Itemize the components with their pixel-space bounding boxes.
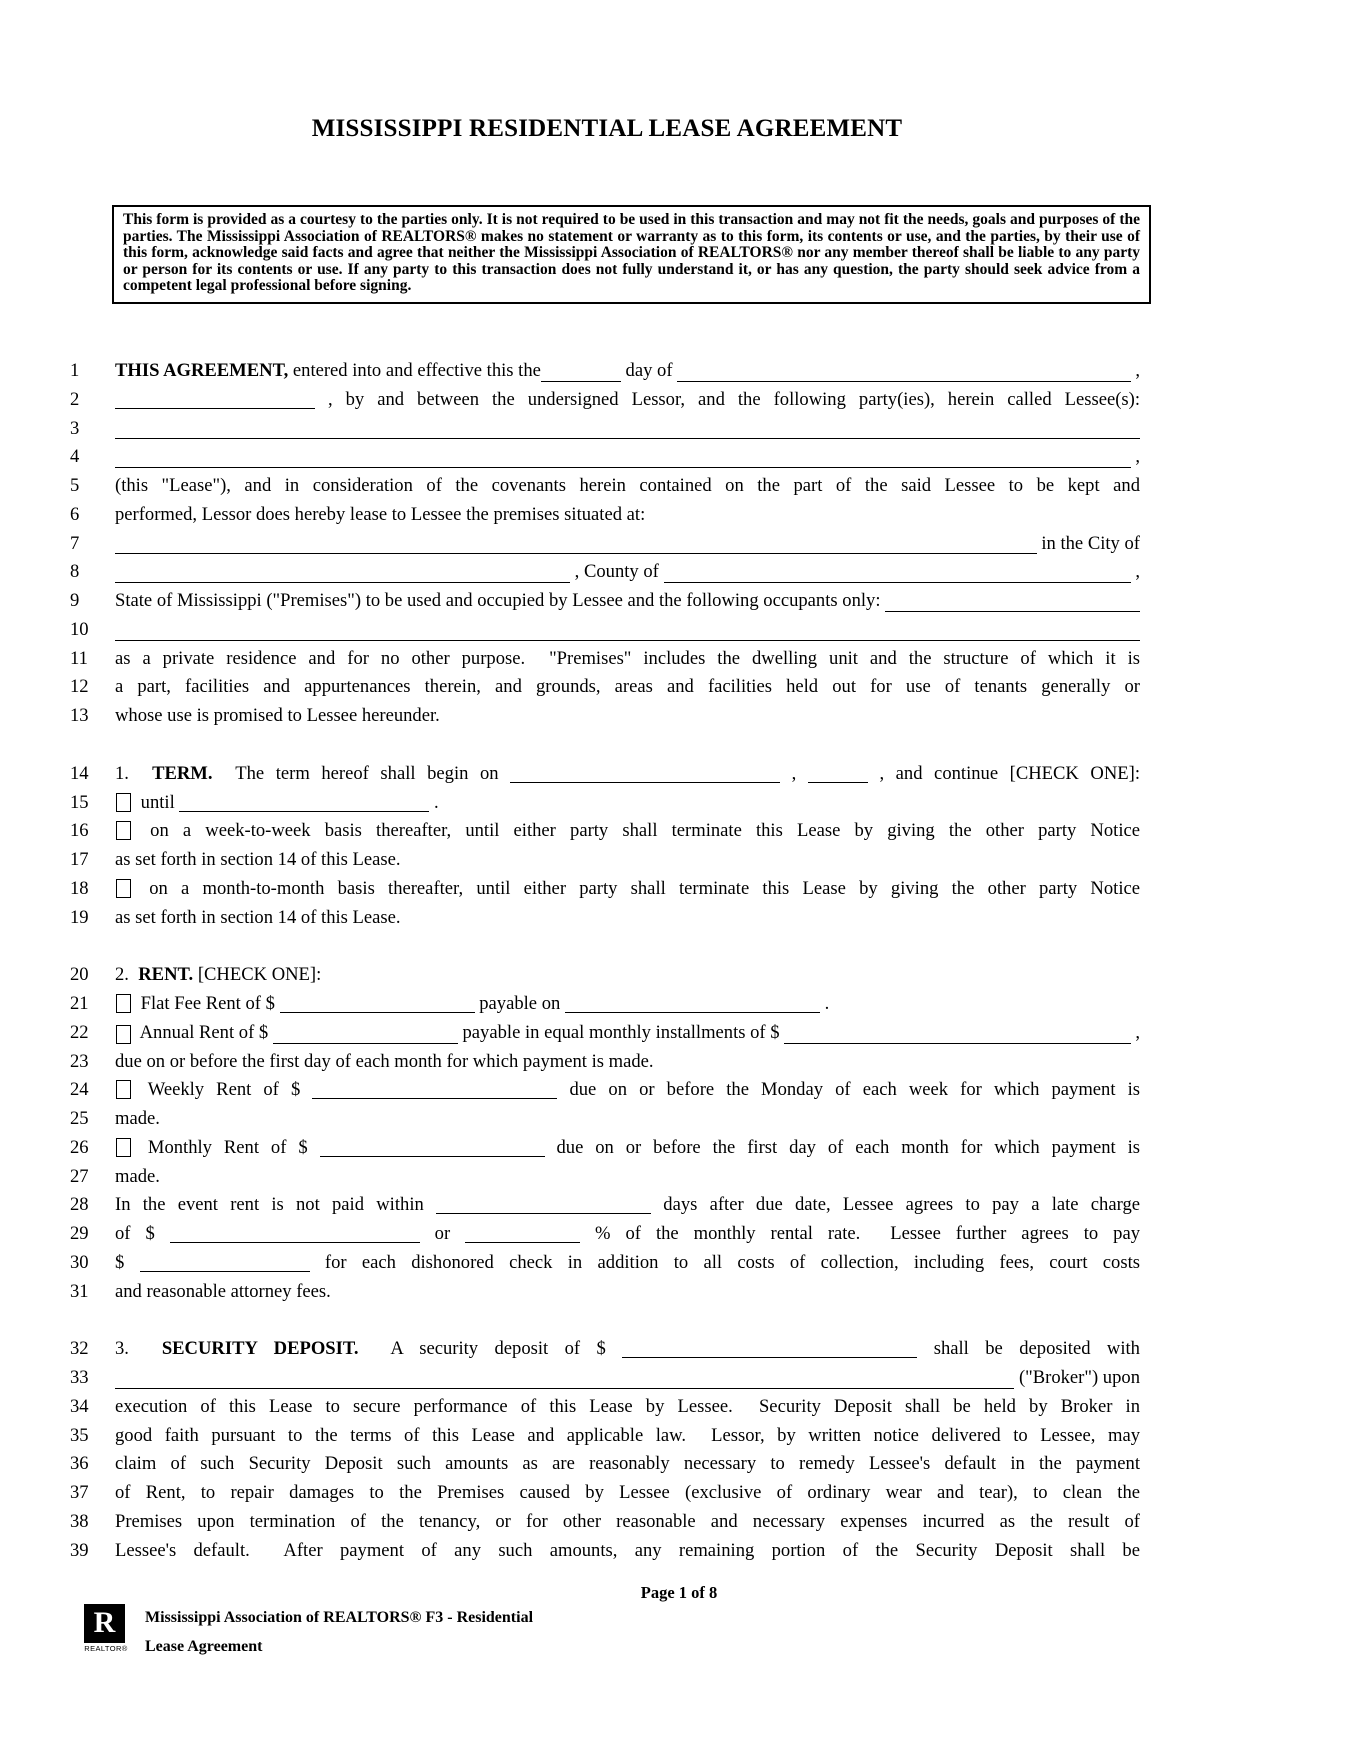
form-line-3	[70, 415, 1140, 444]
line-text: State of Mississippi ("Premises") to be used and occupied by Lessee and the following occupants only:	[115, 590, 886, 611]
fill-in-blank[interactable]	[140, 1255, 310, 1272]
fill-in-blank[interactable]	[436, 1197, 651, 1214]
line-text: , County of	[570, 561, 664, 583]
line-number: 9	[70, 590, 80, 611]
form-line-29	[70, 1220, 1140, 1249]
line-text: ("Broker") upon	[1014, 1367, 1140, 1388]
line-text: for each dishonored check in addition to all costs of collection, including fees, court costs	[309, 1251, 1140, 1273]
line-text: SECURITY DEPOSIT.	[161, 1338, 359, 1360]
form-line-21	[70, 990, 1140, 1019]
form-line-20	[70, 961, 1140, 990]
line-number: 27	[70, 1165, 89, 1187]
line-number: 31	[70, 1280, 89, 1302]
line-number: 19	[70, 906, 89, 928]
checkbox[interactable]	[116, 821, 131, 840]
form-line-14	[70, 760, 1140, 789]
form-lines	[70, 357, 1140, 1565]
line-text: , by and between the undersigned Lessor, and the following party(ies), herein called Lessee(s):	[315, 388, 1140, 410]
line-text: a part, facilities and appurtenances therein, and grounds, areas and facilities held out for use of tenants generally or	[115, 676, 1140, 698]
form-line-1	[70, 357, 1140, 386]
fill-in-blank[interactable]	[179, 795, 429, 812]
line-number: 7	[70, 532, 80, 554]
line-text: as set forth in section 14 of this Lease.	[115, 849, 401, 870]
fill-in-blank[interactable]	[320, 1140, 545, 1157]
page-title: MISSISSIPPI RESIDENTIAL LEASE AGREEMENT	[311, 115, 903, 142]
line-number: 21	[70, 993, 89, 1014]
fill-in-blank[interactable]	[808, 766, 868, 783]
form-line-19	[70, 904, 1140, 933]
fill-in-blank[interactable]	[664, 560, 1131, 583]
form-line-37	[70, 1479, 1140, 1508]
line-number: 8	[70, 561, 80, 583]
form-line-35	[70, 1422, 1140, 1451]
disclaimer-box	[112, 205, 1151, 304]
line-text: payable on	[474, 993, 565, 1014]
fill-in-blank[interactable]	[115, 392, 315, 409]
form-line-23	[70, 1048, 1140, 1077]
form-line-4	[70, 443, 1140, 472]
line-number: 23	[70, 1050, 89, 1072]
line-number: 33	[70, 1367, 89, 1388]
form-line-2	[70, 386, 1140, 415]
fill-in-blank[interactable]	[510, 766, 780, 783]
form-line-34	[70, 1393, 1140, 1422]
line-text: performed, Lessor does hereby lease to Lessee the premises situated at:	[115, 503, 646, 525]
line-text: ,	[1130, 561, 1140, 583]
form-line-26	[70, 1134, 1140, 1163]
line-number: 36	[70, 1453, 89, 1475]
form-line-24	[70, 1076, 1140, 1105]
fill-in-blank[interactable]	[273, 1021, 458, 1044]
form-line-28	[70, 1191, 1140, 1220]
line-number: 35	[70, 1424, 89, 1446]
line-text: shall be deposited with	[917, 1338, 1140, 1360]
realtor-logo-caption: REALTOR®	[84, 1644, 128, 1653]
line-text: as set forth in section 14 of this Lease.	[115, 906, 401, 928]
line-number: 16	[70, 820, 89, 842]
line-number: 38	[70, 1510, 89, 1532]
fill-in-blank[interactable]	[115, 1366, 1014, 1389]
line-text: TERM.	[152, 762, 213, 784]
line-number: 5	[70, 475, 80, 496]
fill-in-blank[interactable]	[312, 1082, 557, 1099]
form-line-12	[70, 673, 1140, 702]
line-text: .	[429, 791, 439, 813]
form-line-15	[70, 789, 1140, 818]
line-number: 6	[70, 503, 80, 525]
line-text: % of the monthly rental rate. Lessee further agrees to pay	[580, 1223, 1141, 1244]
line-text: Flat Fee Rent of $	[136, 993, 280, 1014]
line-text: execution of this Lease to secure performance of this Lease by Lessee. Security Deposit shall be held by Broker in	[115, 1395, 1140, 1417]
line-text: days after due date, Lessee agrees to pay a late charge	[651, 1194, 1140, 1216]
line-number: 10	[70, 618, 89, 640]
line-text: payable in equal monthly installments of $	[457, 1021, 785, 1043]
form-line-10	[70, 616, 1140, 645]
form-line-25	[70, 1105, 1140, 1134]
form-line-16	[70, 817, 1140, 846]
line-text: as a private residence and for no other purpose. "Premises" includes the dwelling unit and the structure of which it is	[115, 647, 1140, 669]
line-text: ,	[1130, 1021, 1140, 1043]
form-line-36	[70, 1450, 1140, 1479]
fill-in-blank[interactable]	[677, 359, 1131, 382]
line-text: made.	[115, 1165, 160, 1187]
form-line-22	[70, 1019, 1140, 1048]
form-line-18	[70, 875, 1140, 904]
line-text: day of	[620, 360, 678, 381]
line-text: .	[819, 993, 830, 1014]
form-line-27	[70, 1163, 1140, 1192]
line-text: 3.	[115, 1338, 162, 1360]
form-line-30	[70, 1249, 1140, 1278]
line-number: 22	[70, 1021, 89, 1043]
line-text: and reasonable attorney fees.	[115, 1280, 331, 1302]
fill-in-blank[interactable]	[465, 1226, 580, 1243]
line-number: 13	[70, 705, 89, 726]
line-number: 17	[70, 849, 89, 870]
line-text: THIS AGREEMENT,	[115, 360, 289, 381]
line-text: RENT.	[138, 964, 194, 986]
checkbox[interactable]	[116, 1025, 131, 1044]
line-text: due on or before the first day of each month for which payment is made.	[115, 1050, 654, 1072]
fill-in-blank[interactable]	[885, 589, 1140, 612]
fill-in-blank[interactable]	[115, 445, 1131, 468]
line-text: ,	[780, 762, 808, 784]
footer-form-name-line1: Mississippi Association of REALTORS® F3 - Residential	[145, 1609, 534, 1626]
line-text: The term hereof shall begin on	[212, 762, 511, 784]
line-number: 3	[70, 417, 80, 439]
realtor-logo-mark: R	[84, 1604, 125, 1643]
form-line-5	[70, 472, 1140, 501]
line-number: 15	[70, 791, 89, 813]
line-text: ,	[1130, 360, 1140, 381]
line-number: 29	[70, 1223, 89, 1244]
line-text: or	[419, 1223, 466, 1244]
line-text: of $	[115, 1223, 170, 1244]
fill-in-blank[interactable]	[115, 618, 1140, 641]
fill-in-blank[interactable]	[280, 996, 475, 1013]
form-line-6	[70, 501, 1140, 530]
footer-form-name	[145, 1603, 533, 1661]
line-text: entered into and effective this the	[288, 360, 541, 381]
form-line-9	[70, 587, 1140, 616]
line-number: 28	[70, 1194, 89, 1216]
fill-in-blank[interactable]	[565, 996, 820, 1013]
line-text: on a month-to-month basis thereafter, until either party shall terminate this Lease by giving the other party Notice	[136, 877, 1140, 899]
line-number: 24	[70, 1079, 89, 1101]
checkbox[interactable]	[116, 793, 131, 812]
line-text: good faith pursuant to the terms of this Lease and applicable law. Lessor, by written notice delivered to Lessee, may	[115, 1424, 1140, 1446]
line-text: , and continue [CHECK ONE]:	[867, 762, 1140, 784]
fill-in-blank[interactable]	[115, 531, 1037, 554]
line-text: whose use is promised to Lessee hereunder.	[115, 705, 440, 726]
checkbox[interactable]	[116, 1138, 131, 1157]
line-number: 25	[70, 1108, 89, 1129]
line-number: 32	[70, 1338, 89, 1360]
line-number: 30	[70, 1251, 89, 1273]
line-text: Annual Rent of $	[136, 1021, 273, 1043]
footer-form-name-line2: Lease Agreement	[145, 1638, 263, 1655]
form-line-11	[70, 645, 1140, 674]
line-number: 34	[70, 1395, 89, 1417]
line-text: of Rent, to repair damages to the Premises caused by Lessee (exclusive of ordinary wear and tear), to clean the	[115, 1482, 1140, 1503]
line-text: $	[115, 1251, 140, 1273]
line-number: 12	[70, 676, 89, 698]
line-text: Lessee's default. After payment of any such amounts, any remaining portion of the Security Deposit shall be	[115, 1539, 1140, 1561]
checkbox[interactable]	[116, 879, 131, 898]
form-line-13	[70, 702, 1140, 731]
line-text: 2.	[115, 964, 139, 986]
line-text: 1.	[115, 762, 153, 784]
fill-in-blank[interactable]	[784, 1021, 1130, 1044]
line-text: (this "Lease"), and in consideration of the covenants herein contained on the part of the said Lessee to be kept and	[115, 475, 1140, 496]
form-line-31	[70, 1278, 1140, 1307]
line-text: due on or before the Monday of each week for which payment is	[557, 1079, 1140, 1101]
line-text: in the City of	[1036, 532, 1140, 554]
fill-in-blank[interactable]	[170, 1226, 420, 1243]
fill-in-blank[interactable]	[115, 560, 570, 583]
line-text: claim of such Security Deposit such amounts as are reasonably necessary to remedy Lessee's default in the payment	[115, 1453, 1140, 1475]
form-line-7	[70, 530, 1140, 559]
checkbox[interactable]	[116, 1080, 131, 1099]
line-number: 4	[70, 446, 80, 468]
line-text: In the event rent is not paid within	[115, 1194, 437, 1216]
form-line-39	[70, 1537, 1140, 1566]
fill-in-blank[interactable]	[115, 416, 1140, 439]
line-text: A security deposit of $	[358, 1338, 623, 1360]
realtor-logo	[84, 1604, 128, 1653]
line-text: due on or before the first day of each month for which payment is	[544, 1136, 1140, 1158]
line-number: 14	[70, 762, 89, 784]
form-line-33	[70, 1364, 1140, 1393]
line-text: ,	[1130, 446, 1140, 468]
line-number: 11	[70, 647, 88, 669]
line-text: Premises upon termination of the tenancy, or for other reasonable and necessary expenses incurred as the result of	[115, 1510, 1140, 1532]
form-line-32	[70, 1335, 1140, 1364]
line-number: 37	[70, 1482, 89, 1503]
line-text: Weekly Rent of $	[136, 1079, 313, 1101]
line-number: 2	[70, 388, 80, 410]
fill-in-blank[interactable]	[541, 359, 621, 382]
line-number: 1	[70, 360, 80, 381]
line-number: 39	[70, 1539, 89, 1561]
line-number: 18	[70, 877, 89, 899]
form-line-17	[70, 846, 1140, 875]
line-text: on a week-to-week basis thereafter, until either party shall terminate this Lease by giving the other party Notice	[136, 820, 1140, 842]
fill-in-blank[interactable]	[622, 1341, 917, 1358]
form-line-38	[70, 1508, 1140, 1537]
line-text: [CHECK ONE]:	[193, 964, 322, 986]
line-number: 20	[70, 964, 89, 986]
line-text: made.	[115, 1108, 160, 1129]
page-number: Page 1 of 8	[640, 1583, 718, 1602]
line-text: until	[136, 791, 180, 813]
form-line-8	[70, 558, 1140, 587]
checkbox[interactable]	[116, 994, 131, 1013]
line-number: 26	[70, 1136, 89, 1158]
disclaimer-text: This form is provided as a courtesy to the parties only. It is not required to be used in this transaction and may not fit the needs, goals and purposes of the parties. The Mississippi Association of REALTORS® makes no statement or warranty as to this form, its contents or use, and the parties, by their use of this form, acknowledge said facts and agree that neither the Mississippi Association of REALTORS® nor any member thereof shall be liable to any party or person for its contents or use. If any party to this transaction does not fully understand it, or has any question, the party should seek advice from a competent legal professional before signing.	[123, 211, 1140, 295]
line-text: Monthly Rent of $	[136, 1136, 320, 1158]
